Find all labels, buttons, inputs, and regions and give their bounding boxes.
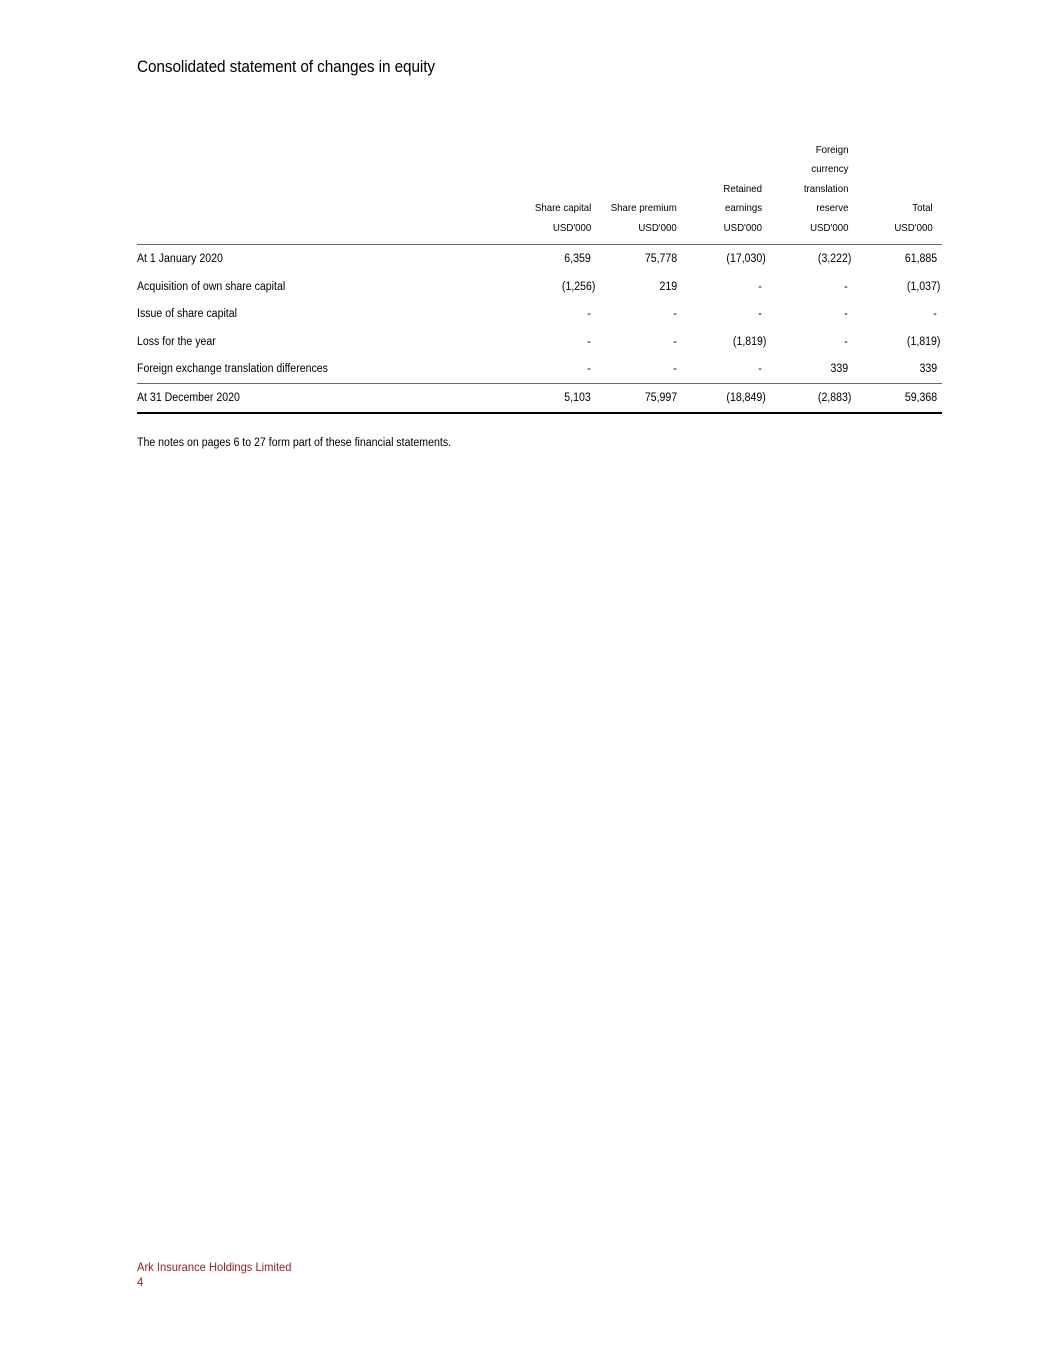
column-header-share-capital: Share capital USD'000 — [534, 202, 591, 234]
table-row — [137, 300, 942, 328]
cell-share-premium: 219 — [659, 280, 677, 293]
column-header-total: Total USD'000 — [894, 202, 933, 234]
equity-table — [137, 140, 942, 414]
cell-share-capital: (1,256) — [561, 280, 595, 293]
table-header — [137, 140, 942, 245]
cell-retained-earnings: (18,849) — [726, 391, 766, 404]
cell-fx-reserve: (3,222) — [817, 253, 851, 265]
cell-retained-earnings: (17,030) — [726, 253, 766, 265]
cell-retained-earnings: - — [758, 280, 762, 293]
cell-retained-earnings: (1,819) — [732, 335, 766, 348]
cell-fx-reserve: (2,883) — [817, 391, 851, 404]
cell-share-premium: - — [673, 335, 677, 348]
column-header-retained-earnings: Retained earnings USD'000 — [723, 182, 762, 234]
cell-total: - — [933, 308, 937, 320]
cell-total: 339 — [919, 363, 937, 375]
cell-fx-reserve: - — [844, 280, 848, 293]
cell-share-capital: - — [587, 335, 591, 348]
cell-share-premium: - — [673, 363, 677, 375]
column-header-share-premium: Share premium USD'000 — [610, 202, 677, 234]
table-row-closing-total — [137, 384, 942, 414]
footer-company-name: Ark Insurance Holdings Limited — [137, 1260, 292, 1274]
cell-total: (1,819) — [906, 335, 940, 348]
notes-reference: The notes on pages 6 to 27 form part of these financial statements. — [137, 437, 452, 449]
cell-share-premium: - — [673, 308, 677, 320]
cell-share-capital: - — [587, 363, 591, 375]
cell-total: 61,885 — [904, 253, 937, 265]
row-label: Loss for the year — [137, 335, 216, 348]
table-row — [137, 328, 942, 356]
cell-share-premium: 75,778 — [644, 253, 677, 265]
cell-total: 59,368 — [904, 391, 937, 404]
column-header-fx-translation-reserve: Foreign currency translation reserve USD'000 — [803, 143, 848, 234]
row-label: At 31 December 2020 — [137, 391, 240, 404]
cell-share-premium: 75,997 — [644, 391, 677, 404]
cell-share-capital: 5,103 — [564, 391, 591, 404]
footer-page-number: 4 — [137, 1275, 144, 1289]
row-label: At 1 January 2020 — [137, 253, 223, 265]
cell-retained-earnings: - — [758, 363, 762, 375]
cell-share-capital: 6,359 — [564, 253, 591, 265]
cell-total: (1,037) — [906, 280, 940, 293]
row-label: Foreign exchange translation differences — [137, 363, 328, 375]
cell-retained-earnings: - — [758, 308, 762, 320]
table-row — [137, 355, 942, 384]
cell-share-capital: - — [587, 308, 591, 320]
page-footer — [137, 1260, 291, 1290]
cell-fx-reserve: 339 — [830, 363, 848, 375]
table-row — [137, 245, 942, 273]
cell-fx-reserve: - — [844, 335, 848, 348]
row-label: Acquisition of own share capital — [137, 280, 286, 293]
row-label: Issue of share capital — [137, 308, 237, 320]
page-title: Consolidated statement of changes in equity — [137, 58, 435, 76]
table-row — [137, 273, 942, 301]
cell-fx-reserve: - — [844, 308, 848, 320]
